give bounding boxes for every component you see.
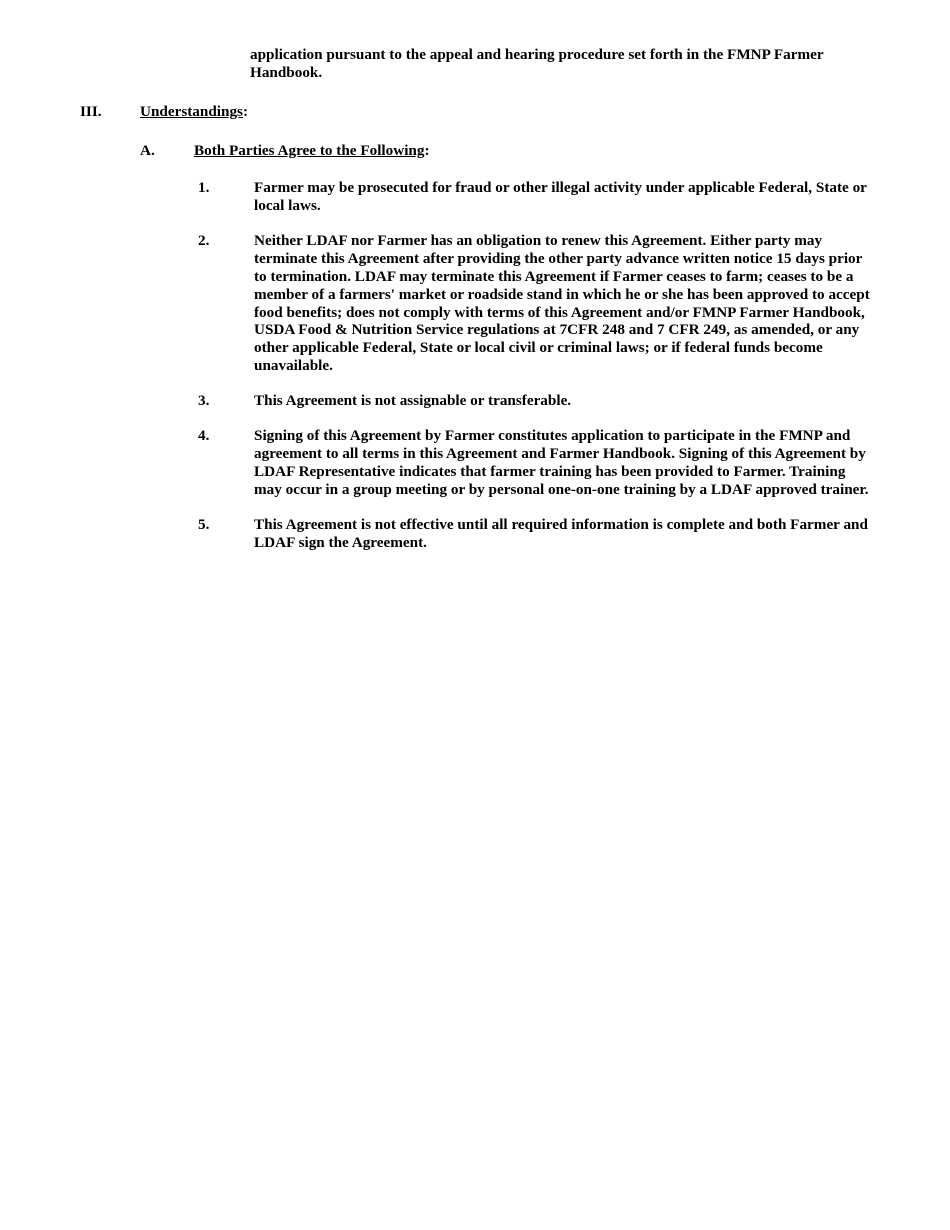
section-number: III. [80, 102, 102, 120]
list-item-text: Farmer may be prosecuted for fraud or other illegal activity under applicable Federal, State or local laws. [254, 178, 867, 214]
list-item-number: 1. [198, 178, 210, 196]
section-heading [80, 103, 870, 123]
list-item-number: 3. [198, 392, 210, 410]
list-item-text: Neither LDAF nor Farmer has an obligation to renew this Agreement. Either party may terminate this Agreement after providing the other party advance written notice 15 days prior to termination. LDAF may terminate this Agreement if Farmer ceases to farm; ceases to be a member of a farmers' market or roadside stand in which he or she has been approved to accept food benefits; does not comply with terms of this Agreement and/or FMNP Farmer Handbook, USDA Food & Nutrition Service regulations at 7CFR 248 and 7 CFR 249, as amended, or any other applicable Federal, State or local civil or criminal laws; or if federal funds become unavailable. [254, 231, 870, 375]
section-title-suffix: : [242, 102, 249, 120]
subsection-heading [80, 142, 870, 162]
section-title-text: Understandings [140, 102, 243, 120]
list-item-text: This Agreement is not effective until all required information is complete and both Farmer and LDAF sign the Agreement. [254, 515, 868, 551]
list-item [80, 232, 870, 376]
list-item-number: 2. [198, 231, 210, 249]
list-item [80, 392, 870, 410]
subsection-title [194, 142, 430, 160]
subsection-title-suffix: : [424, 141, 430, 159]
section-title [140, 103, 248, 121]
list-item [80, 179, 870, 215]
continuation-paragraph: application pursuant to the appeal and hearing procedure set forth in the FMNP Farmer Handbook. [250, 46, 824, 81]
list-item-number: 5. [198, 515, 210, 533]
list-item-text: This Agreement is not assignable or transferable. [254, 392, 572, 410]
list-item-text: Signing of this Agreement by Farmer constitutes application to participate in the FMNP and agreement to all terms in this Agreement and Farmer Handbook. Signing of this Agreement by LDAF Representative indicates that farmer training has been provided to Farmer. Training may occur in a group meeting or by personal one-on-one training by a LDAF approved trainer. [254, 427, 869, 498]
list-item-number: 4. [198, 427, 210, 445]
list-item [80, 427, 870, 499]
list-item [80, 516, 870, 552]
subsection-title-text: Both Parties Agree to the Following [194, 141, 425, 159]
subsection-letter: A. [140, 141, 155, 159]
